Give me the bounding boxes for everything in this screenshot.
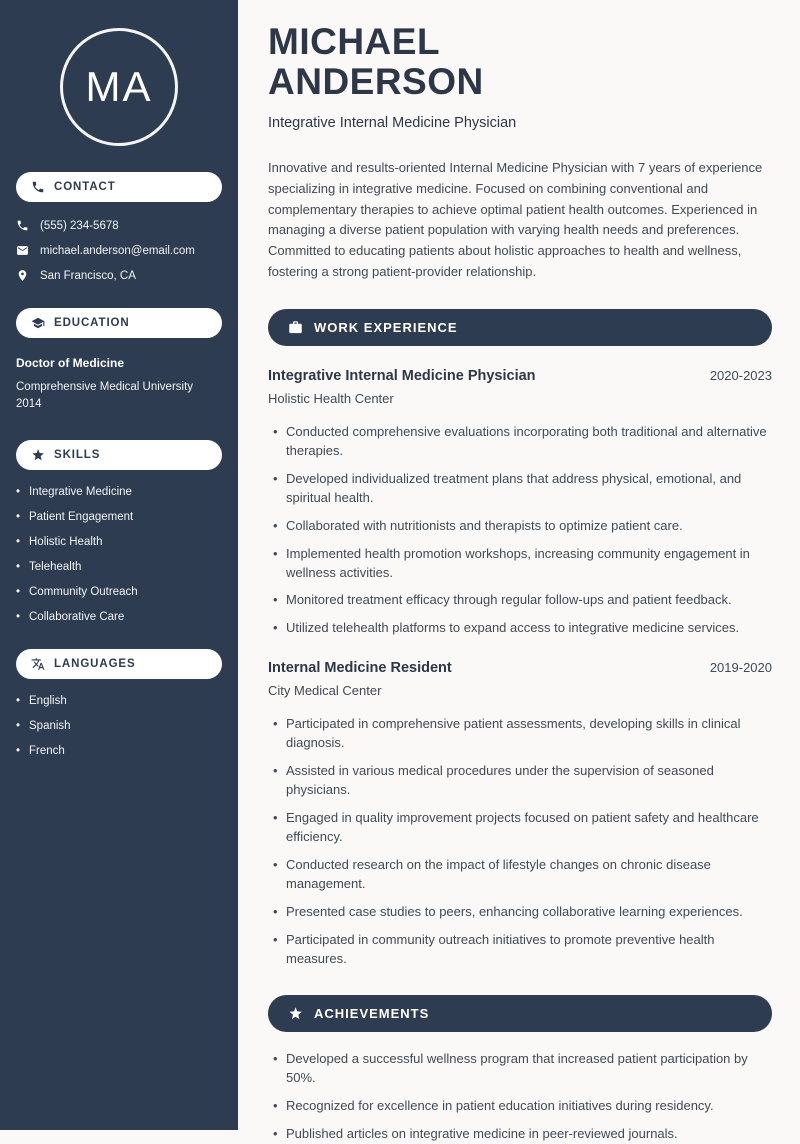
avatar [60,28,178,146]
job-dates: 2020-2023 [709,367,772,383]
work-experience-section-header [268,309,772,346]
phone-icon [31,180,45,194]
job-dates: 2019-2020 [709,660,772,676]
contact-header-label: CONTACT [54,181,116,193]
contact-location-row [16,269,222,282]
job-bullet: • Conducted research on the impact of lifestyle changes on chronic disease management. [268,856,772,894]
job-bullet: • Developed individualized treatment plans that address physical, emotional, and spiritual health. [268,470,772,508]
skill-item: • Collaborative Care [16,611,222,623]
skill-item: • Patient Engagement [16,511,222,523]
education-year: 2014 [16,398,42,411]
achievement-bullet: • Recognized for excellence in patient education initiatives during residency. [268,1097,772,1116]
contact-section-header [16,172,222,202]
education-entry [16,356,222,414]
contact-phone-row [16,219,222,232]
briefcase-icon [288,320,303,335]
skills-list [16,486,222,623]
job-bullet: • Assisted in various medical procedures under the supervision of seasoned physicians. [268,762,772,800]
skills-section-header [16,440,222,470]
job-bullet-list [268,715,772,969]
job-header [268,368,772,384]
education-section-header [16,308,222,338]
translate-icon [31,657,45,671]
languages-header-label: LANGUAGES [54,657,136,670]
language-item: • French [16,745,222,757]
contact-rows [16,219,222,282]
skill-item: • Holistic Health [16,536,222,548]
sidebar [0,0,238,1130]
job-header [268,660,772,676]
work-experience-header-label: WORK EXPERIENCE [314,319,458,335]
skills-header-label: SKILLS [54,448,101,461]
phone-icon [16,219,29,232]
job-title: Integrative Internal Medicine Physician [268,367,536,384]
envelope-icon [16,244,29,257]
job-bullet: • Collaborated with nutritionists and therapists to optimize patient care. [268,517,772,536]
main-content [238,0,800,1141]
job-bullet: • Presented case studies to peers, enhancing collaborative learning experiences. [268,903,772,922]
candidate-title: Integrative Internal Medicine Physician [268,114,517,131]
avatar-initials: MA [85,63,153,110]
email-value: michael.anderson@email.com [40,244,195,257]
achievements-section-header [268,995,772,1032]
job-bullet: • Participated in comprehensive patient assessments, developing skills in clinical diagnosis. [268,715,772,753]
skill-item: • Telehealth [16,561,222,573]
star-icon [31,448,45,462]
languages-section-header [16,649,222,679]
job-entry [268,368,772,639]
candidate-name-line1: MICHAEL [268,21,441,62]
location-pin-icon [16,269,29,282]
job-entry [268,660,772,969]
language-item: • Spanish [16,720,222,732]
job-bullet: • Engaged in quality improvement projects focused on patient safety and healthcare efficiency. [268,809,772,847]
education-header-label: EDUCATION [54,317,130,329]
candidate-name [268,22,772,102]
education-school: Comprehensive Medical University [16,381,194,393]
achievement-bullet: • Developed a successful wellness program that increased patient participation by 50%. [268,1050,772,1088]
language-item: • English [16,695,222,707]
achievements-list [268,1050,772,1144]
skill-item: • Integrative Medicine [16,486,222,498]
phone-value: (555) 234-5678 [40,219,119,232]
job-title: Internal Medicine Resident [268,660,452,677]
location-value: San Francisco, CA [40,269,136,282]
professional-summary: Innovative and results-oriented Internal Medicine Physician with 7 years of experience specializing in integrative medicine. Focused on combining conventional and complementary therapies to achieve optimal patient health outcomes. Experienced in managing a diverse patient population with varying health needs and preferences. Committed to educating patients about holistic approaches to health and wellness, fostering a strong patient-provider relationship. [268,159,763,279]
job-bullet-list [268,423,772,639]
star-icon [288,1006,303,1021]
graduation-cap-icon [31,316,45,330]
candidate-name-line2: ANDERSON [268,60,484,102]
education-degree: Doctor of Medicine [16,356,125,370]
job-bullet: • Monitored treatment efficacy through regular follow-ups and patient feedback. [268,591,772,610]
contact-email-row [16,244,222,257]
job-bullet: • Implemented health promotion workshops, increasing community engagement in wellness activities. [268,545,772,583]
job-company: Holistic Health Center [268,390,394,406]
job-bullet: • Participated in community outreach initiatives to promote preventive health measures. [268,931,772,969]
job-company: City Medical Center [268,683,382,699]
skill-item: • Community Outreach [16,586,222,598]
languages-list [16,695,222,757]
achievement-bullet: • Published articles on integrative medicine in peer-reviewed journals. [268,1125,772,1144]
achievements-header-label: ACHIEVEMENTS [314,1006,430,1022]
job-bullet: • Conducted comprehensive evaluations incorporating both traditional and alternative therapies. [268,423,772,461]
job-bullet: • Utilized telehealth platforms to expand access to integrative medicine services. [268,619,772,638]
